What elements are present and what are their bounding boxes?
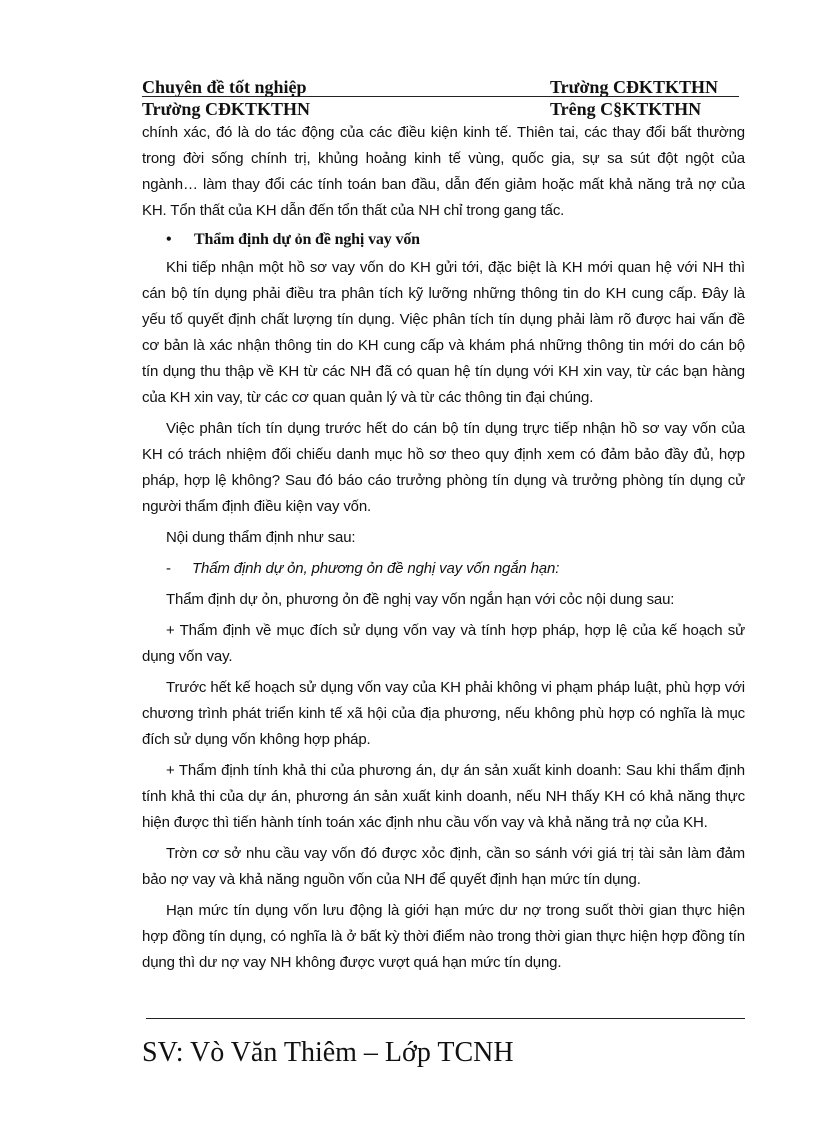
header-rule xyxy=(142,96,739,97)
header-school-name: Trường CĐKTKTHN xyxy=(550,77,718,97)
paragraph: Thẩm định dự ỏn, phương ỏn đề nghị vay vốn ngắn hạn với cỏc nội dung sau: xyxy=(166,591,675,608)
dash-marker: - xyxy=(166,560,171,577)
header-school-name-garbled: Trêng C§KTKTHN xyxy=(550,99,702,119)
footer-rule xyxy=(146,1018,745,1019)
paragraph: chính xác, đó là do tác động của các điều kiện kinh tế. Thiên tai, các thay đổi bất thường trong đời sống chính trị, khủng hoảng kinh tế vùng, quốc gia, sự sa sút đột ngột của ngành… làm thay đổi các tính toán ban đầu, dẫn đến giảm hoặc mất khả năng trả nợ của KH. Tổn thất của KH dẫn đến tổn thất của NH chỉ trong gang tấc. xyxy=(142,124,745,219)
paragraph: Khi tiếp nhận một hồ sơ vay vốn do KH gửi tới, đặc biệt là KH mới quan hệ với NH thì cán bộ tín dụng phải điều tra phân tích kỹ lưỡng những thông tin do KH cung cấp. Đây là yếu tố quyết định chất lượng tín dụng. Việc phân tích tín dụng phải làm rõ được hai vấn đề cơ bản là xác nhận thông tin do KH cung cấp và khám phá những thông tin mới do cán bộ tín dụng thu thập về KH từ các NH đã có quan hệ tín dụng với KH xin vay, từ các bạn hàng của KH xin vay, từ các cơ quan quản lý và từ các thông tin đại chúng. xyxy=(142,259,745,406)
header-doc-title: Chuyên đề tốt nghiệp xyxy=(142,77,307,97)
paragraph: Hạn mức tín dụng vốn lưu động là giới hạn mức dư nợ trong suốt thời gian thực hiện hợp đồng tín dụng, có nghĩa là ở bất kỳ thời điểm nào trong thời gian thực hiện hợp đồng tín dụng thì dư nợ vay NH không được vượt quá hạn mức tín dụng. xyxy=(142,902,745,971)
paragraph: Trờn cơ sở nhu cầu vay vốn đó được xỏc định, cần so sánh với giá trị tài sản làm đảm bảo nợ vay và khả năng nguồn vốn của NH để quyết định hạn mức tín dụng. xyxy=(142,845,745,888)
paragraph: + Thẩm định tính khả thi của phương án, dự án sản xuất kinh doanh: Sau khi thẩm định tính khả thi của dự án, phương án sản xuất kinh doanh, nếu NH thấy KH có khả năng thực hiện được thì tiến hành tính toán xác định nhu cầu vốn vay và khả năng trả nợ của KH. xyxy=(142,762,745,831)
footer-student-name: SV: Vò Văn Thiêm – Lớp TCNH xyxy=(142,1037,514,1068)
paragraph: Việc phân tích tín dụng trước hết do cán bộ tín dụng trực tiếp nhận hồ sơ vay vốn của KH có trách nhiệm đối chiếu danh mục hồ sơ theo quy định xem có đảm bảo đầy đủ, hợp pháp, hợp lệ không? Sau đó báo cáo trưởng phòng tín dụng và trưởng phòng tín dụng cử người thẩm định điều kiện vay vốn. xyxy=(142,420,745,515)
bullet-icon: • xyxy=(166,231,172,248)
section-heading xyxy=(142,227,745,253)
header-school-name-secondary: Trường CĐKTKTHN xyxy=(142,99,310,119)
document-body xyxy=(142,120,745,976)
subsection-heading-text: Thẩm định dự ỏn, phương ỏn đề nghị vay vốn ngắn hạn: xyxy=(192,560,560,577)
subsection-heading xyxy=(142,556,745,582)
paragraph: Trước hết kế hoạch sử dụng vốn vay của KH phải không vi phạm pháp luật, phù hợp với chương trình phát triển kinh tế xã hội của địa phương, nếu không phù hợp có nghĩa là mục đích sử dụng vốn không hợp pháp. xyxy=(142,679,745,748)
paragraph: Nội dung thẩm định như sau: xyxy=(166,529,356,546)
paragraph: + Thẩm định về mục đích sử dụng vốn vay và tính hợp pháp, hợp lệ của kế hoạch sử dụng vốn vay. xyxy=(142,622,745,665)
section-heading-text: Thẩm định dự ỏn đề nghị vay vốn xyxy=(194,231,420,248)
